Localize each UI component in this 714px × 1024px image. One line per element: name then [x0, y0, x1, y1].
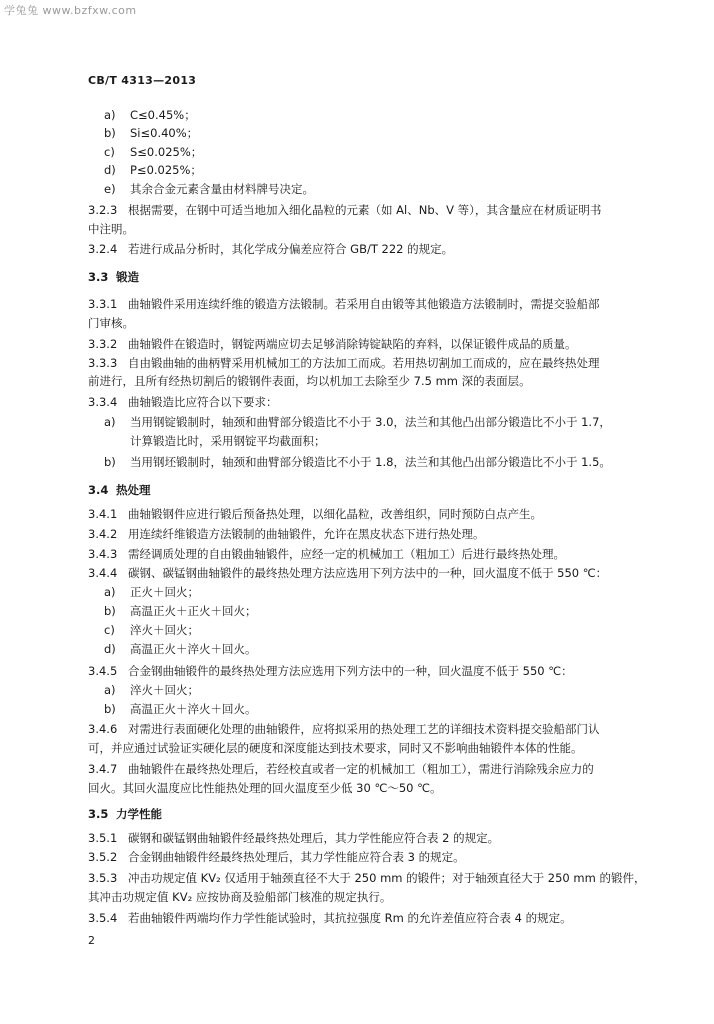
clause-text: 前进行，且所有经热切割后的锻钢件表面，均以机加工去除至少 7.5 mm 深的表面层。	[88, 374, 531, 388]
clause-text: 若曲轴锻件两端均作力学性能试验时，其抗拉强度 Rm 的允许差值应符合表 4 的规定。	[128, 911, 572, 925]
clause-text: 对需进行表面硬化处理的曲轴锻件，应将拟采用的热处理工艺的详细技术资料提交验船部门认	[128, 722, 600, 736]
clause-number: 3.4.7	[88, 762, 118, 776]
clause-text: 中注明。	[88, 222, 134, 236]
clause-number: 3.4.5	[88, 664, 118, 678]
clause-number: a)	[104, 108, 116, 122]
watermark-text: 学兔兔 www.bzfxw.com	[4, 4, 137, 17]
clause-number: a)	[104, 683, 116, 697]
clause-text: 冲击功规定值 KV₂ 仅适用于轴颈直径不大于 250 mm 的锻件；对于轴颈直径大于 250 mm 的锻件，	[128, 871, 646, 885]
clause-number: c)	[104, 145, 115, 159]
clause-text: 自由锻曲轴的曲柄臂采用机械加工的方法加工而成。若用热切割加工而成的，应在最终热处理	[128, 356, 600, 370]
clause-number: c)	[104, 623, 115, 637]
clause-text: 其冲击功规定值 KV₂ 应按协商及验船部门核准的规定执行。	[88, 890, 392, 904]
clause-text: 碳钢和碳锰钢曲轴锻件经最终热处理后，其力学性能应符合表 2 的规定。	[128, 831, 500, 845]
section-number: 3.4	[88, 483, 109, 497]
clause-text: Si≤0.40%；	[130, 126, 199, 140]
clause-text: C≤0.45%；	[130, 108, 196, 122]
clause-number: 3.5.4	[88, 911, 118, 925]
clause-number: d)	[104, 642, 116, 656]
clause-number: e)	[104, 182, 116, 196]
clause-text: 用连续纤维锻造方法锻制的曲轴锻件，允许在黑皮状态下进行热处理。	[128, 527, 485, 541]
standard-code-header: CB/T 4313—2013	[88, 74, 197, 87]
clause-number: 3.4.2	[88, 527, 118, 541]
clause-number: 3.3.3	[88, 356, 118, 370]
clause-text: S≤0.025%；	[130, 145, 203, 159]
clause-number: 3.3.1	[88, 297, 118, 311]
clause-number: 3.2.3	[88, 203, 118, 217]
clause-text: 计算锻造比时，采用钢锭平均截面积；	[130, 434, 326, 448]
clause-text: 高温正火＋淬火＋回火。	[130, 642, 257, 656]
page-number: 2	[88, 934, 95, 947]
section-heading: 锻造	[116, 270, 139, 284]
clause-number: a)	[104, 585, 116, 599]
clause-number: 3.4.6	[88, 722, 118, 736]
clause-number: b)	[104, 455, 116, 469]
clause-number: b)	[104, 126, 116, 140]
clause-text: 回火。其回火温度应比性能热处理的回火温度至少低 30 ℃～50 ℃。	[88, 781, 442, 795]
clause-text: 合金钢曲轴锻件经最终热处理后，其力学性能应符合表 3 的规定。	[128, 850, 465, 864]
clause-text: 淬火＋回火；	[130, 623, 199, 637]
clause-text: 淬火＋回火；	[130, 683, 199, 697]
clause-number: b)	[104, 604, 116, 618]
section-heading: 热处理	[116, 483, 151, 497]
clause-number: b)	[104, 702, 116, 716]
clause-text: 曲轴锻件在最终热处理后，若经校直或者一定的机械加工（粗加工），需进行消除残余应力的	[128, 762, 594, 776]
clause-number: 3.4.4	[88, 566, 118, 580]
clause-number: 3.5.3	[88, 871, 118, 885]
clause-text: 门审核。	[88, 316, 134, 330]
clause-text: 可，并应通过试验证实硬化层的硬度和深度能达到技术要求，同时又不影响曲轴锻件本体的性能。	[88, 741, 583, 755]
clause-text: 高温正火＋正火＋回火；	[130, 604, 257, 618]
clause-number: a)	[104, 415, 116, 429]
clause-text: 当用钢锭锻制时，轴颈和曲臂部分锻造比不小于 3.0，法兰和其他凸出部分锻造比不小于 1.7，	[130, 415, 611, 429]
clause-number: 3.5.1	[88, 831, 118, 845]
clause-text: 正火＋回火；	[130, 585, 199, 599]
clause-number: 3.5.2	[88, 850, 118, 864]
clause-text: 若进行成品分析时，其化学成分偏差应符合 GB/T 222 的规定。	[128, 242, 454, 256]
clause-number: 3.3.2	[88, 337, 118, 351]
clause-text: 根据需要，在钢中可适当地加入细化晶粒的元素（如 Al、Nb、V 等），其含量应在材质证明书	[128, 203, 602, 217]
clause-number: 3.4.1	[88, 507, 118, 521]
clause-text: 曲轴锻钢件应进行锻后预备热处理，以细化晶粒，改善组织，同时预防白点产生。	[128, 507, 542, 521]
clause-text: 需经调质处理的自由锻曲轴锻件，应经一定的机械加工（粗加工）后进行最终热处理。	[128, 547, 565, 561]
clause-text: P≤0.025%；	[130, 163, 202, 177]
clause-number: 3.2.4	[88, 242, 118, 256]
clause-text: 碳钢、碳锰钢曲轴锻件的最终热处理方法应选用下列方法中的一种，回火温度不低于 550 ℃：	[128, 566, 608, 580]
clause-text: 当用钢坯锻制时，轴颈和曲臂部分锻造比不小于 1.8，法兰和其他凸出部分锻造比不小于 1.5。	[130, 455, 611, 469]
clause-text: 曲轴锻件采用连续纤维的锻造方法锻制。若采用自由锻等其他锻造方法锻制时，需提交验船部	[128, 297, 600, 311]
clause-text: 其余合金元素含量由材料牌号决定。	[130, 182, 314, 196]
clause-text: 曲轴锻造比应符合以下要求：	[128, 395, 278, 409]
clause-text: 合金钢曲轴锻件的最终热处理方法应选用下列方法中的一种，回火温度不低于 550 ℃：	[128, 664, 573, 678]
clause-number: 3.4.3	[88, 547, 118, 561]
section-number: 3.3	[88, 270, 109, 284]
clause-text: 高温正火＋淬火＋回火。	[130, 702, 257, 716]
clause-number: d)	[104, 163, 116, 177]
section-number: 3.5	[88, 807, 109, 821]
clause-number: 3.3.4	[88, 395, 118, 409]
clause-text: 曲轴锻件在锻造时，钢锭两端应切去足够消除铸锭缺陷的弃料，以保证锻件成品的质量。	[128, 337, 577, 351]
section-heading: 力学性能	[116, 807, 162, 821]
